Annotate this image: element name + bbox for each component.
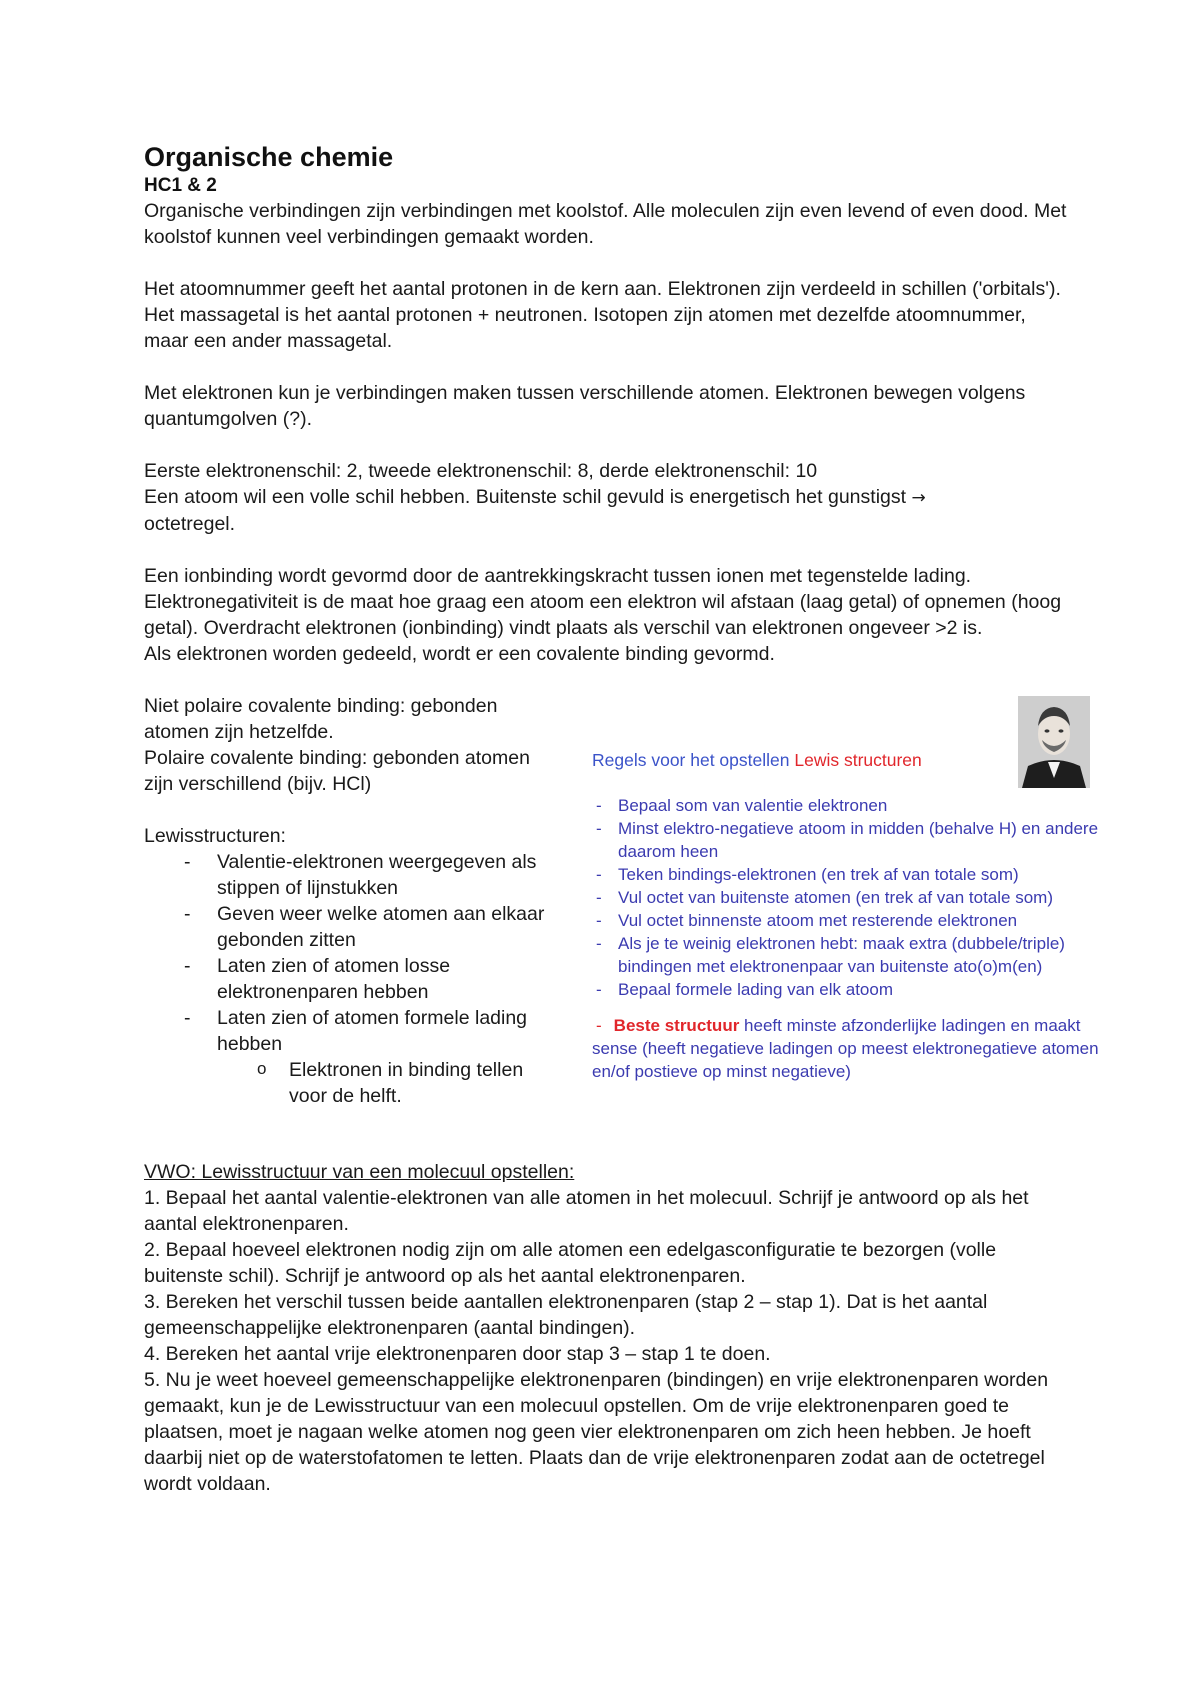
paragraph-organic: Organische verbindingen zijn verbindingen met koolstof. Alle moleculen zijn even levend of even dood. Met koolstof kunnen veel verbindingen gemaakt worden.: [144, 200, 1067, 248]
lewis-list: [144, 849, 564, 1109]
vwo-step: 5. Nu je weet hoeveel gemeenschappelijke elektronenparen (bindingen) en vrije elektronenparen worden gemaakt, kun je de Lewisstructuur van een molecuul opstellen. Om de vrije elektronenparen goed te plaatsen, moet je nagaan welke atomen nog geen vier elektronenparen om zich heen hebben. Je hoeft daarbij niet op de waterstofatomen te letten. Plaats dan de vrije elektronenparen zodat aan de octetregel wordt voldaan.: [144, 1369, 1049, 1495]
vwo-step: 1. Bepaal het aantal valentie-elektronen van alle atomen in het molecuul. Schrijf je antwoord op als het aantal elektronenparen.: [144, 1187, 1029, 1235]
rule-item: - Vul octet binnenste atoom met resterende elektronen: [592, 909, 1124, 932]
paragraph-shells: Eerste elektronenschil: 2, tweede elektronenschil: 8, derde elektronenschil: 10: [144, 460, 818, 482]
rules-list: [592, 794, 1124, 1001]
page-title: Organische chemie: [144, 142, 394, 172]
vwo-step: 4. Bereken het aantal vrije elektronenparen door stap 3 – stap 1 te doen.: [144, 1343, 771, 1365]
best-dash: -: [596, 1016, 602, 1035]
paragraph-electrons: Met elektronen kun je verbindingen maken tussen verschillende atomen. Elektronen bewegen volgens quantumgolven (?).: [144, 382, 1026, 430]
list-item: - Valentie-elektronen weergegeven als stippen of lijnstukken: [144, 849, 564, 901]
vwo-step: 2. Bepaal hoeveel elektronen nodig zijn om alle atomen een edelgasconfiguratie te bezorgen (volle buitenste schil). Schrijf je antwoord op als het aantal elektronenparen.: [144, 1239, 997, 1287]
nonpolar-text: Niet polaire covalente binding: gebonden atomen zijn hetzelfde.: [144, 695, 498, 743]
lewis-heading: Lewisstructuren:: [144, 825, 286, 847]
paragraph-ionic: Een ionbinding wordt gevormd door de aantrekkingskracht tussen ionen met tegenstelde lading. Elektronegativiteit is de maat hoe graag een atoom een elektron wil afstaan (laag getal) of opnemen (hoog getal). Overdracht elektronen (ionbinding) vindt plaats als verschil van elektronen ongeveer >2 is.: [144, 565, 1062, 639]
paragraph-covalent: Als elektronen worden gedeeld, wordt er een covalente binding gevormd.: [144, 643, 775, 665]
list-item: - Laten zien of atomen losse elektronenparen hebben: [144, 953, 564, 1005]
paragraph-full-shell: [144, 484, 1074, 511]
left-column: [144, 693, 564, 1109]
arrow-right-icon: →: [911, 488, 926, 508]
vwo-heading: VWO: Lewisstructuur van een molecuul opstellen:: [144, 1161, 575, 1183]
list-item: - Geven weer welke atomen aan elkaar gebonden zitten: [144, 901, 564, 953]
vwo-step: 3. Bereken het verschil tussen beide aantallen elektronenparen (stap 2 – stap 1). Dat is het aantal gemeenschappelijke elektronenparen (aantal bindingen).: [144, 1291, 988, 1339]
slide-title-red: Lewis structuren: [794, 750, 922, 770]
section-subtitle: HC1 & 2: [144, 175, 217, 196]
paragraph-atom: Het atoomnummer geeft het aantal protonen in de kern aan. Elektronen zijn verdeeld in schillen ('orbitals'). Het massagetal is het aantal protonen + neutronen. Isotopen zijn atomen met dezelfde atoomnummer, maar een ander massagetal.: [144, 278, 1061, 352]
sub-list: [217, 1057, 564, 1109]
rule-item: - Bepaal formele lading van elk atoom: [592, 978, 1124, 1001]
full-shell-text: Een atoom wil een volle schil hebben. Buitenste schil gevuld is energetisch het gunstigst: [144, 486, 907, 508]
paragraph-octet: octetregel.: [144, 513, 236, 535]
list-item-text: Laten zien of atomen formele lading hebben: [217, 1007, 528, 1055]
portrait-image: [1018, 696, 1090, 788]
rule-item: - Vul octet van buitenste atomen (en trek af van totale som): [592, 886, 1124, 909]
polar-text: Polaire covalente binding: gebonden atomen zijn verschillend (bijv. HCl): [144, 747, 530, 795]
rule-item: - Bepaal som van valentie elektronen: [592, 794, 1124, 817]
sub-list-item: o Elektronen in binding tellen voor de helft.: [217, 1057, 564, 1109]
two-column-section: [144, 693, 1099, 1133]
rule-item: - Teken bindings-elektronen (en trek af van totale som): [592, 863, 1124, 886]
rule-item: - Minst elektro-negatieve atoom in midden (behalve H) en andere daarom heen: [592, 817, 1124, 863]
rule-item: - Als je te weinig elektronen hebt: maak extra (dubbele/triple) bindingen met elektronenpaar van buitenste ato(o)m(en): [592, 932, 1124, 978]
document-page: [144, 140, 1099, 1497]
list-item: [144, 1005, 564, 1109]
best-structure-note: [592, 1014, 1124, 1083]
slide-title-blue: Regels voor het opstellen: [592, 750, 790, 770]
slide-title: [592, 750, 922, 771]
lewis-rules-slide: [584, 696, 1124, 1116]
best-structure-text: heeft minste afzonderlijke ladingen en maakt sense (heeft negatieve ladingen op meest elektronegatieve atomen en/of postieve op minst negatieve): [592, 1016, 1099, 1081]
best-structure-label: Beste structuur: [613, 1016, 740, 1035]
